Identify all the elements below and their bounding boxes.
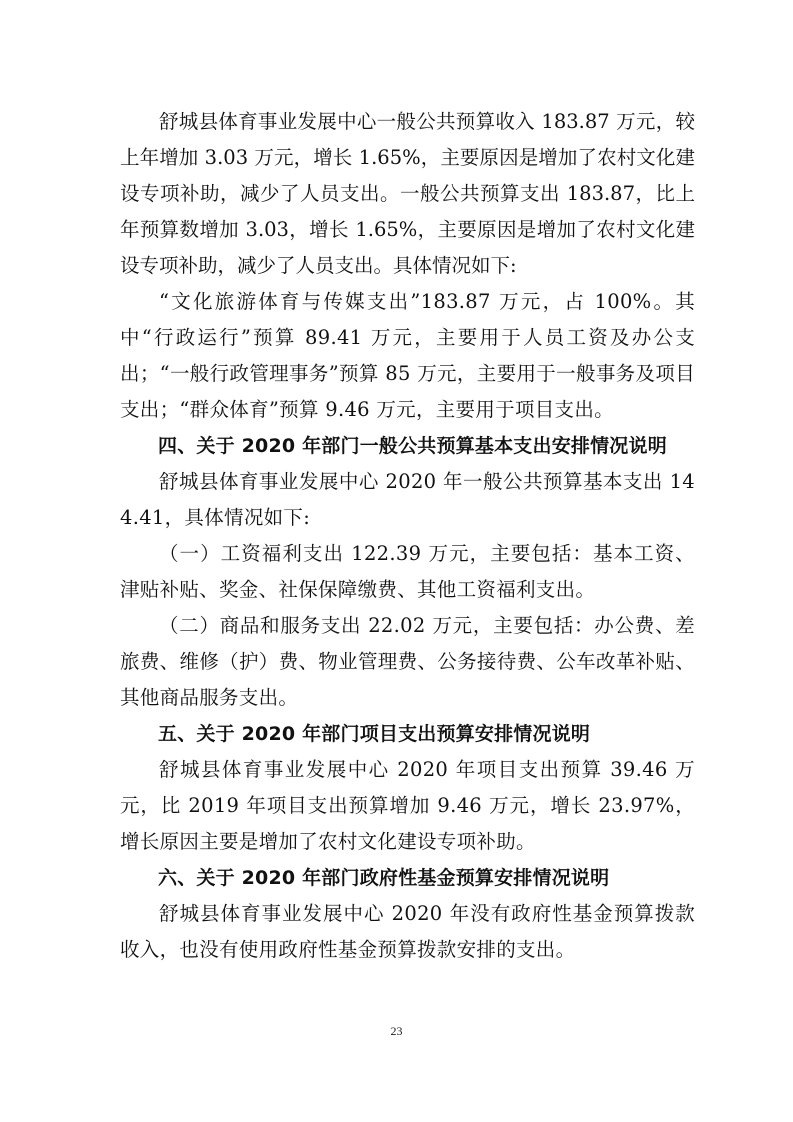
paragraph-goods-services: （二）商品和服务支出 22.02 万元，主要包括：办公费、差旅费、维修（护）费、物业管理费、公务接待费、公车改革补贴、其他商品服务支出。 [120, 614, 695, 709]
paragraph-basic-expenditure: 舒城县体育事业发展中心 2020 年一般公共预算基本支出 144.41，具体情况如下: [120, 470, 695, 529]
paragraph-government-fund: 舒城县体育事业发展中心 2020 年没有政府性基金预算拨款收入，也没有使用政府性基金预算拨款安排的支出。 [120, 902, 695, 961]
paragraph-project-expenditure: 舒城县体育事业发展中心 2020 年项目支出预算 39.46 万元，比 2019 年项目支出预算增加 9.46 万元，增长 23.97%，增长原因主要是增加了农村文化建设专项补助。 [120, 758, 695, 853]
paragraph-budget-income: 舒城县体育事业发展中心一般公共预算收入 183.87 万元，较上年增加 3.03 万元，增长 1.65%，主要原因是增加了农村文化建设专项补助，减少了人员支出。一般公共预算支出 183.87，比上年预算数增加 3.03，增长 1.65%，主要原因是增加了农村文化建设专项补助，减少了人员支出。具体情况如下: [120, 110, 695, 277]
paragraph-salary-welfare: （一）工资福利支出 122.39 万元，主要包括：基本工资、津贴补贴、奖金、社保保障缴费、其他工资福利支出。 [120, 542, 695, 601]
section-heading-government-fund: 六、关于 2020 年部门政府性基金预算安排情况说明 [158, 867, 610, 889]
section-heading-project-expenditure: 五、关于 2020 年部门项目支出预算安排情况说明 [158, 723, 591, 745]
paragraph-culture-expenditure: “文化旅游体育与传媒支出”183.87 万元，占 100%。其中“行政运行”预算 89.41 万元，主要用于人员工资及办公支出；“一般行政管理事务”预算 85 万元，主要用于一般事务及项目支出；“群众体育”预算 9.46 万元，主要用于项目支出。 [120, 290, 695, 421]
section-heading-basic-expenditure: 四、关于 2020 年部门一般公共预算基本支出安排情况说明 [158, 435, 667, 457]
page-number: 23 [390, 1024, 403, 1038]
